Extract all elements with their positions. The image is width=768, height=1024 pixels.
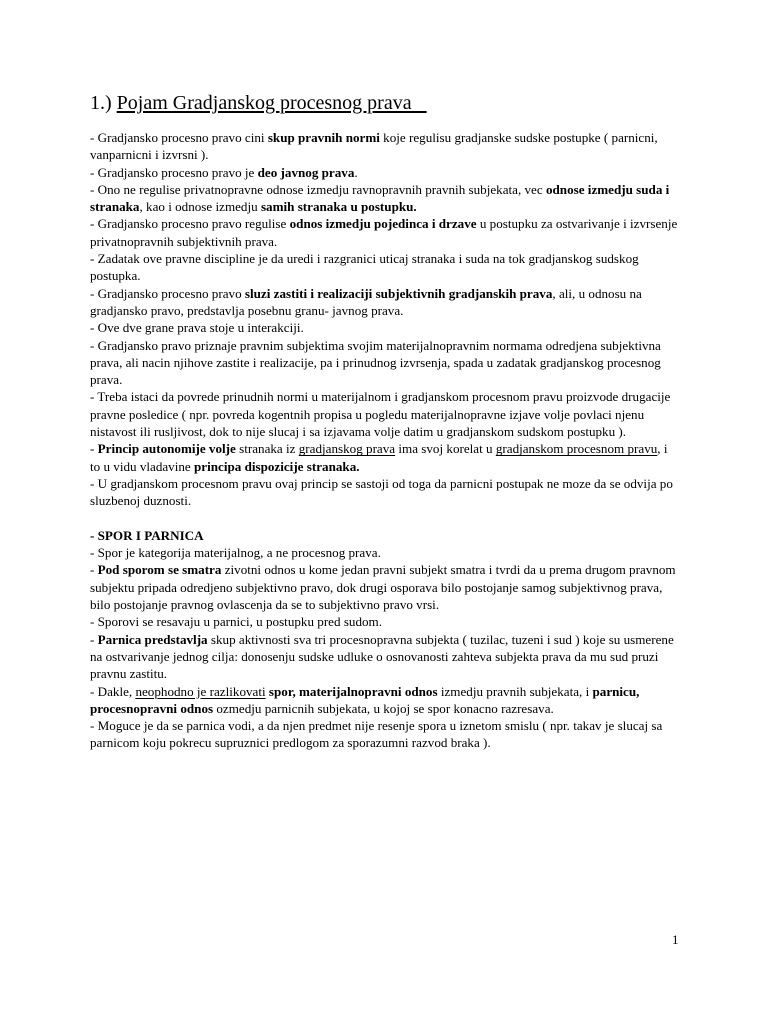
text-run: - [90, 631, 98, 647]
paragraph [90, 440, 680, 475]
text-run: - Spor je kategorija materijalnog, a ne procesnog prava. [90, 545, 381, 561]
bold-text: odnos izmedju pojedinca i drzave [289, 216, 477, 232]
bold-text: spor, materijalnopravni odnos [268, 683, 438, 699]
page-number: 1 [672, 932, 679, 947]
paragraph [90, 250, 680, 285]
bold-text: parnicu, procesnopravni odnos [90, 683, 640, 716]
paragraph [90, 475, 680, 510]
text-run: - Treba istaci da povrede prinudnih normi u materijalnom i gradjanskom procesnom pravu proizvode drugacije pravne posledice ( npr. povreda kogentnih propisa u pogledu materijalnopravne izjave volje povlaci njenu nistavost ili rusljivost, dok to nije slucaj i sa izjavama volje datim u gradjanskom sudskom postupku ). [90, 389, 671, 440]
paragraph [90, 631, 680, 683]
text-run: - [90, 441, 98, 457]
title-text: Pojam Gradjanskog procesnog prava [116, 92, 427, 114]
underlined-text: gradjanskog prava [298, 441, 396, 457]
underlined-text: gradjanskom procesnom pravu [495, 441, 658, 457]
bold-text: sluzi zastiti i realizaciji subjektivnih gradjanskih prava [244, 285, 553, 301]
text-run: - [90, 562, 98, 578]
bold-text: deo javnog prava [257, 164, 355, 180]
text-run: - Moguce je da se parnica vodi, a da njen predmet nije resenje spora u iznetom smislu ( npr. takav je slucaj sa parnicom koju pokrecu supruznici predlogom za sporazumni razvod braka ). [90, 718, 663, 751]
title-number: 1.) [90, 92, 117, 114]
paragraph [90, 337, 680, 389]
paragraph [90, 129, 680, 164]
bold-text: principa dispozicije stranaka. [194, 458, 360, 474]
paragraph [90, 683, 680, 718]
bold-text: odnose izmedju suda i stranaka [90, 181, 670, 215]
paragraph [90, 527, 680, 544]
text-run: - Gradjansko procesno pravo regulise [90, 216, 290, 232]
text-run: , kao i odnose izmedju [139, 199, 261, 215]
document-body [90, 129, 680, 752]
text-run: koje regulisu gradjanske sudske postupke ( parnicni, vanparnicni i izvrsni ). [90, 130, 658, 163]
text-run: - Gradjansko procesno pravo [90, 285, 245, 301]
text-run: . [354, 164, 358, 180]
paragraph [90, 181, 680, 216]
text-run: - Ono ne regulise privatnopravne odnose izmedju ravnopravnih pravnih subjekata, vec [90, 181, 546, 197]
text-run: , ali, u odnosu na gradjansko pravo, predstavlja posebnu granu- javnog prava. [90, 285, 642, 318]
text-run: - Dakle, [90, 683, 136, 699]
paragraph [90, 285, 680, 320]
paragraph [90, 613, 680, 630]
text-run: izmedju pravnih subjekata, i [437, 683, 593, 699]
paragraph [90, 544, 680, 561]
bold-text: Princip autonomije volje [97, 441, 236, 457]
text-run: - Zadatak ove pravne discipline je da uredi i razgranici uticaj stranaka i suda na tok gradjanskog sudskog postupka. [90, 251, 639, 284]
text-run: stranaka iz [235, 441, 299, 457]
paragraph [90, 388, 680, 440]
text-run: - Ove dve grane prava stoje u interakciji. [90, 320, 304, 336]
paragraph [90, 164, 680, 181]
page-title [90, 91, 427, 115]
text-run: , i to u vidu vladavine [90, 441, 668, 474]
paragraph [90, 319, 680, 336]
text-run: ozmedju parnicnih subjekata, u kojoj se spor konacno razresava. [213, 700, 554, 716]
text-run: - Gradjansko procesno pravo je [90, 164, 258, 180]
paragraph [90, 561, 680, 613]
paragraph [90, 717, 680, 752]
bold-text: samih stranaka u postupku. [260, 199, 417, 215]
text-run: - Gradjansko pravo priznaje pravnim subjektima svojim materijalnopravnim normama odredjena subjektivna prava, ali nacin njihove zastite i realizacije, pa i prinudnog izvrsenja, spada u zadatak gradjanskog procesnog prava. [90, 337, 661, 388]
underlined-text: neophodno je razlikovati [135, 683, 266, 699]
text-run: zivotni odnos u kome jedan pravni subjekt smatra i tvrdi da u prema drugom pravnom subjektu pripada odredjeno subjektivno pravo, dok drugi osporava bilo postojanje samog subjektivnog prava, bilo postojanje pravnog ovlascenja da se to subjektivno pravo vrsi. [90, 562, 676, 613]
text-run: u postupku za ostvarivanje i izvrsenje privatnopravnih subjektivnih prava. [90, 216, 678, 249]
text-run: - U gradjanskom procesnom pravu ovaj princip se sastoji od toga da parnicni postupak ne moze da se odvija po sluzbenoj duznosti. [90, 475, 673, 509]
blank-line [90, 510, 680, 527]
bold-text: Pod sporom se smatra [97, 562, 222, 578]
bold-text: - SPOR I PARNICA [90, 527, 204, 543]
bold-text: skup pravnih normi [267, 130, 380, 145]
text-run: - Sporovi se resavaju u parnici, u postupku pred sudom. [90, 614, 383, 630]
paragraph [90, 215, 680, 250]
text-run: skup aktivnosti sva tri procesnopravna subjekta ( tuzilac, tuzeni i sud ) koje su usmerene na ostvarivanje jednog cilja: donosenju sudske udluke o osnovanosti zahteva subjekta prava da mu sud pruzi pravnu zastitu. [90, 631, 674, 682]
bold-text: Parnica predstavlja [97, 631, 208, 647]
text-run: - Gradjansko procesno pravo cini [90, 130, 268, 145]
text-run: ima svoj korelat u [395, 441, 496, 457]
